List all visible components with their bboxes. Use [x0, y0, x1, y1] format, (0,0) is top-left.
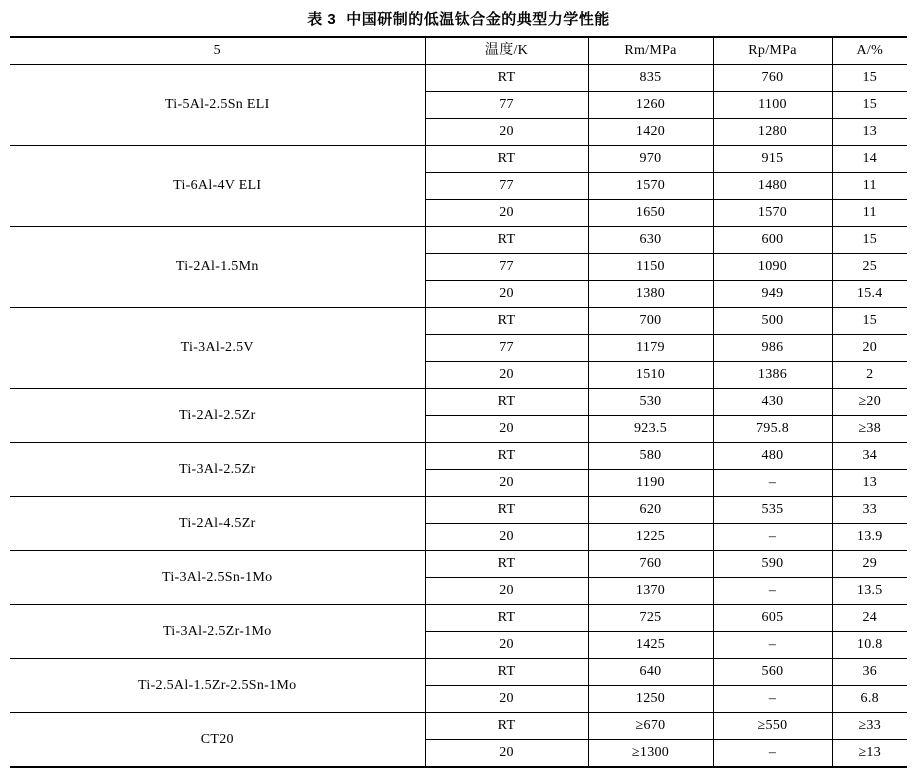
rm-cell: 640 [588, 659, 713, 686]
table-row [10, 308, 907, 335]
rp-cell: 600 [713, 227, 832, 254]
rm-cell: 1179 [588, 335, 713, 362]
temperature-cell: 20 [425, 281, 588, 308]
temperature-cell: 20 [425, 470, 588, 497]
temperature-cell: 77 [425, 254, 588, 281]
temperature-cell: 77 [425, 92, 588, 119]
table-caption-title: 中国研制的低温钛合金的典型力学性能 [346, 11, 610, 28]
table-row [10, 497, 907, 524]
temperature-cell: RT [425, 146, 588, 173]
elongation-cell: 29 [832, 551, 907, 578]
rm-cell: 1190 [588, 470, 713, 497]
alloy-name-cell: Ti-2Al-2.5Zr [10, 389, 425, 443]
temperature-cell: RT [425, 65, 588, 92]
rp-cell: 1570 [713, 200, 832, 227]
table-caption [10, 0, 907, 36]
rp-cell: 1100 [713, 92, 832, 119]
table-row [10, 443, 907, 470]
header-cell-temperature: 温度/K [425, 37, 588, 65]
alloy-name-cell: Ti-2.5Al-1.5Zr-2.5Sn-1Mo [10, 659, 425, 713]
elongation-cell: ≥33 [832, 713, 907, 740]
temperature-cell: RT [425, 443, 588, 470]
rm-cell: 970 [588, 146, 713, 173]
elongation-cell: 24 [832, 605, 907, 632]
table-row [10, 146, 907, 173]
rp-cell: 605 [713, 605, 832, 632]
elongation-cell: 33 [832, 497, 907, 524]
rm-cell: 630 [588, 227, 713, 254]
temperature-cell: 77 [425, 335, 588, 362]
rp-cell: 1480 [713, 173, 832, 200]
rm-cell: 1250 [588, 686, 713, 713]
temperature-cell: 20 [425, 524, 588, 551]
rm-cell: 760 [588, 551, 713, 578]
rm-cell: 530 [588, 389, 713, 416]
elongation-cell: 13.9 [832, 524, 907, 551]
elongation-cell: 13 [832, 119, 907, 146]
rp-cell: 795.8 [713, 416, 832, 443]
rp-cell: 760 [713, 65, 832, 92]
table-row [10, 389, 907, 416]
alloy-name-cell: Ti-3Al-2.5Sn-1Mo [10, 551, 425, 605]
temperature-cell: 77 [425, 173, 588, 200]
mechanical-properties-table [10, 36, 907, 768]
table-row [10, 227, 907, 254]
rp-cell: 430 [713, 389, 832, 416]
rp-cell: – [713, 470, 832, 497]
rp-cell: 986 [713, 335, 832, 362]
rp-cell: 560 [713, 659, 832, 686]
rm-cell: 1380 [588, 281, 713, 308]
rp-cell: 535 [713, 497, 832, 524]
elongation-cell: ≥20 [832, 389, 907, 416]
alloy-name-cell: Ti-3Al-2.5Zr [10, 443, 425, 497]
rp-cell: 480 [713, 443, 832, 470]
elongation-cell: 15 [832, 227, 907, 254]
temperature-cell: 20 [425, 578, 588, 605]
alloy-name-cell: Ti-2Al-1.5Mn [10, 227, 425, 308]
rm-cell: 1510 [588, 362, 713, 389]
rm-cell: 725 [588, 605, 713, 632]
rm-cell: 1570 [588, 173, 713, 200]
temperature-cell: RT [425, 497, 588, 524]
elongation-cell: 20 [832, 335, 907, 362]
temperature-cell: RT [425, 389, 588, 416]
rp-cell: – [713, 524, 832, 551]
rm-cell: 700 [588, 308, 713, 335]
elongation-cell: 11 [832, 173, 907, 200]
rp-cell: 915 [713, 146, 832, 173]
alloy-name-cell: Ti-3Al-2.5V [10, 308, 425, 389]
rp-cell: ≥550 [713, 713, 832, 740]
elongation-cell: 15 [832, 65, 907, 92]
table-row [10, 605, 907, 632]
alloy-name-cell: CT20 [10, 713, 425, 768]
table-row [10, 65, 907, 92]
alloy-name-cell: Ti-2Al-4.5Zr [10, 497, 425, 551]
table-row [10, 659, 907, 686]
temperature-cell: 20 [425, 686, 588, 713]
rp-cell: 500 [713, 308, 832, 335]
rm-cell: 923.5 [588, 416, 713, 443]
temperature-cell: 20 [425, 200, 588, 227]
rm-cell: 1420 [588, 119, 713, 146]
elongation-cell: ≥38 [832, 416, 907, 443]
rm-cell: 620 [588, 497, 713, 524]
rp-cell: – [713, 632, 832, 659]
table-header-row [10, 37, 907, 65]
elongation-cell: 15 [832, 92, 907, 119]
elongation-cell: 13 [832, 470, 907, 497]
rp-cell: 1386 [713, 362, 832, 389]
rp-cell: – [713, 686, 832, 713]
rm-cell: 1370 [588, 578, 713, 605]
rm-cell: 1225 [588, 524, 713, 551]
temperature-cell: 20 [425, 119, 588, 146]
elongation-cell: 34 [832, 443, 907, 470]
rp-cell: – [713, 740, 832, 768]
rp-cell: 949 [713, 281, 832, 308]
temperature-cell: RT [425, 551, 588, 578]
rp-cell: 590 [713, 551, 832, 578]
elongation-cell: 36 [832, 659, 907, 686]
table-caption-number: 表 3 [307, 11, 337, 28]
alloy-name-cell: Ti-5Al-2.5Sn ELI [10, 65, 425, 146]
elongation-cell: 13.5 [832, 578, 907, 605]
rm-cell: 1650 [588, 200, 713, 227]
temperature-cell: RT [425, 605, 588, 632]
alloy-name-cell: Ti-3Al-2.5Zr-1Mo [10, 605, 425, 659]
temperature-cell: 20 [425, 416, 588, 443]
temperature-cell: RT [425, 659, 588, 686]
elongation-cell: 15 [832, 308, 907, 335]
rm-cell: ≥1300 [588, 740, 713, 768]
elongation-cell: 25 [832, 254, 907, 281]
rp-cell: – [713, 578, 832, 605]
table-row [10, 713, 907, 740]
header-cell-alloy: 5 [10, 37, 425, 65]
temperature-cell: 20 [425, 362, 588, 389]
rm-cell: 1425 [588, 632, 713, 659]
elongation-cell: ≥13 [832, 740, 907, 768]
elongation-cell: 14 [832, 146, 907, 173]
elongation-cell: 15.4 [832, 281, 907, 308]
header-cell-rm: Rm/MPa [588, 37, 713, 65]
table-row [10, 551, 907, 578]
table-header [10, 37, 907, 65]
temperature-cell: RT [425, 308, 588, 335]
temperature-cell: 20 [425, 740, 588, 768]
rp-cell: 1090 [713, 254, 832, 281]
rm-cell: 580 [588, 443, 713, 470]
rm-cell: 835 [588, 65, 713, 92]
rp-cell: 1280 [713, 119, 832, 146]
alloy-name-cell: Ti-6Al-4V ELI [10, 146, 425, 227]
table-body [10, 65, 907, 768]
rm-cell: ≥670 [588, 713, 713, 740]
temperature-cell: 20 [425, 632, 588, 659]
header-cell-elongation: A/% [832, 37, 907, 65]
elongation-cell: 10.8 [832, 632, 907, 659]
header-cell-rp: Rp/MPa [713, 37, 832, 65]
temperature-cell: RT [425, 227, 588, 254]
elongation-cell: 6.8 [832, 686, 907, 713]
rm-cell: 1260 [588, 92, 713, 119]
rm-cell: 1150 [588, 254, 713, 281]
temperature-cell: RT [425, 713, 588, 740]
elongation-cell: 11 [832, 200, 907, 227]
elongation-cell: 2 [832, 362, 907, 389]
